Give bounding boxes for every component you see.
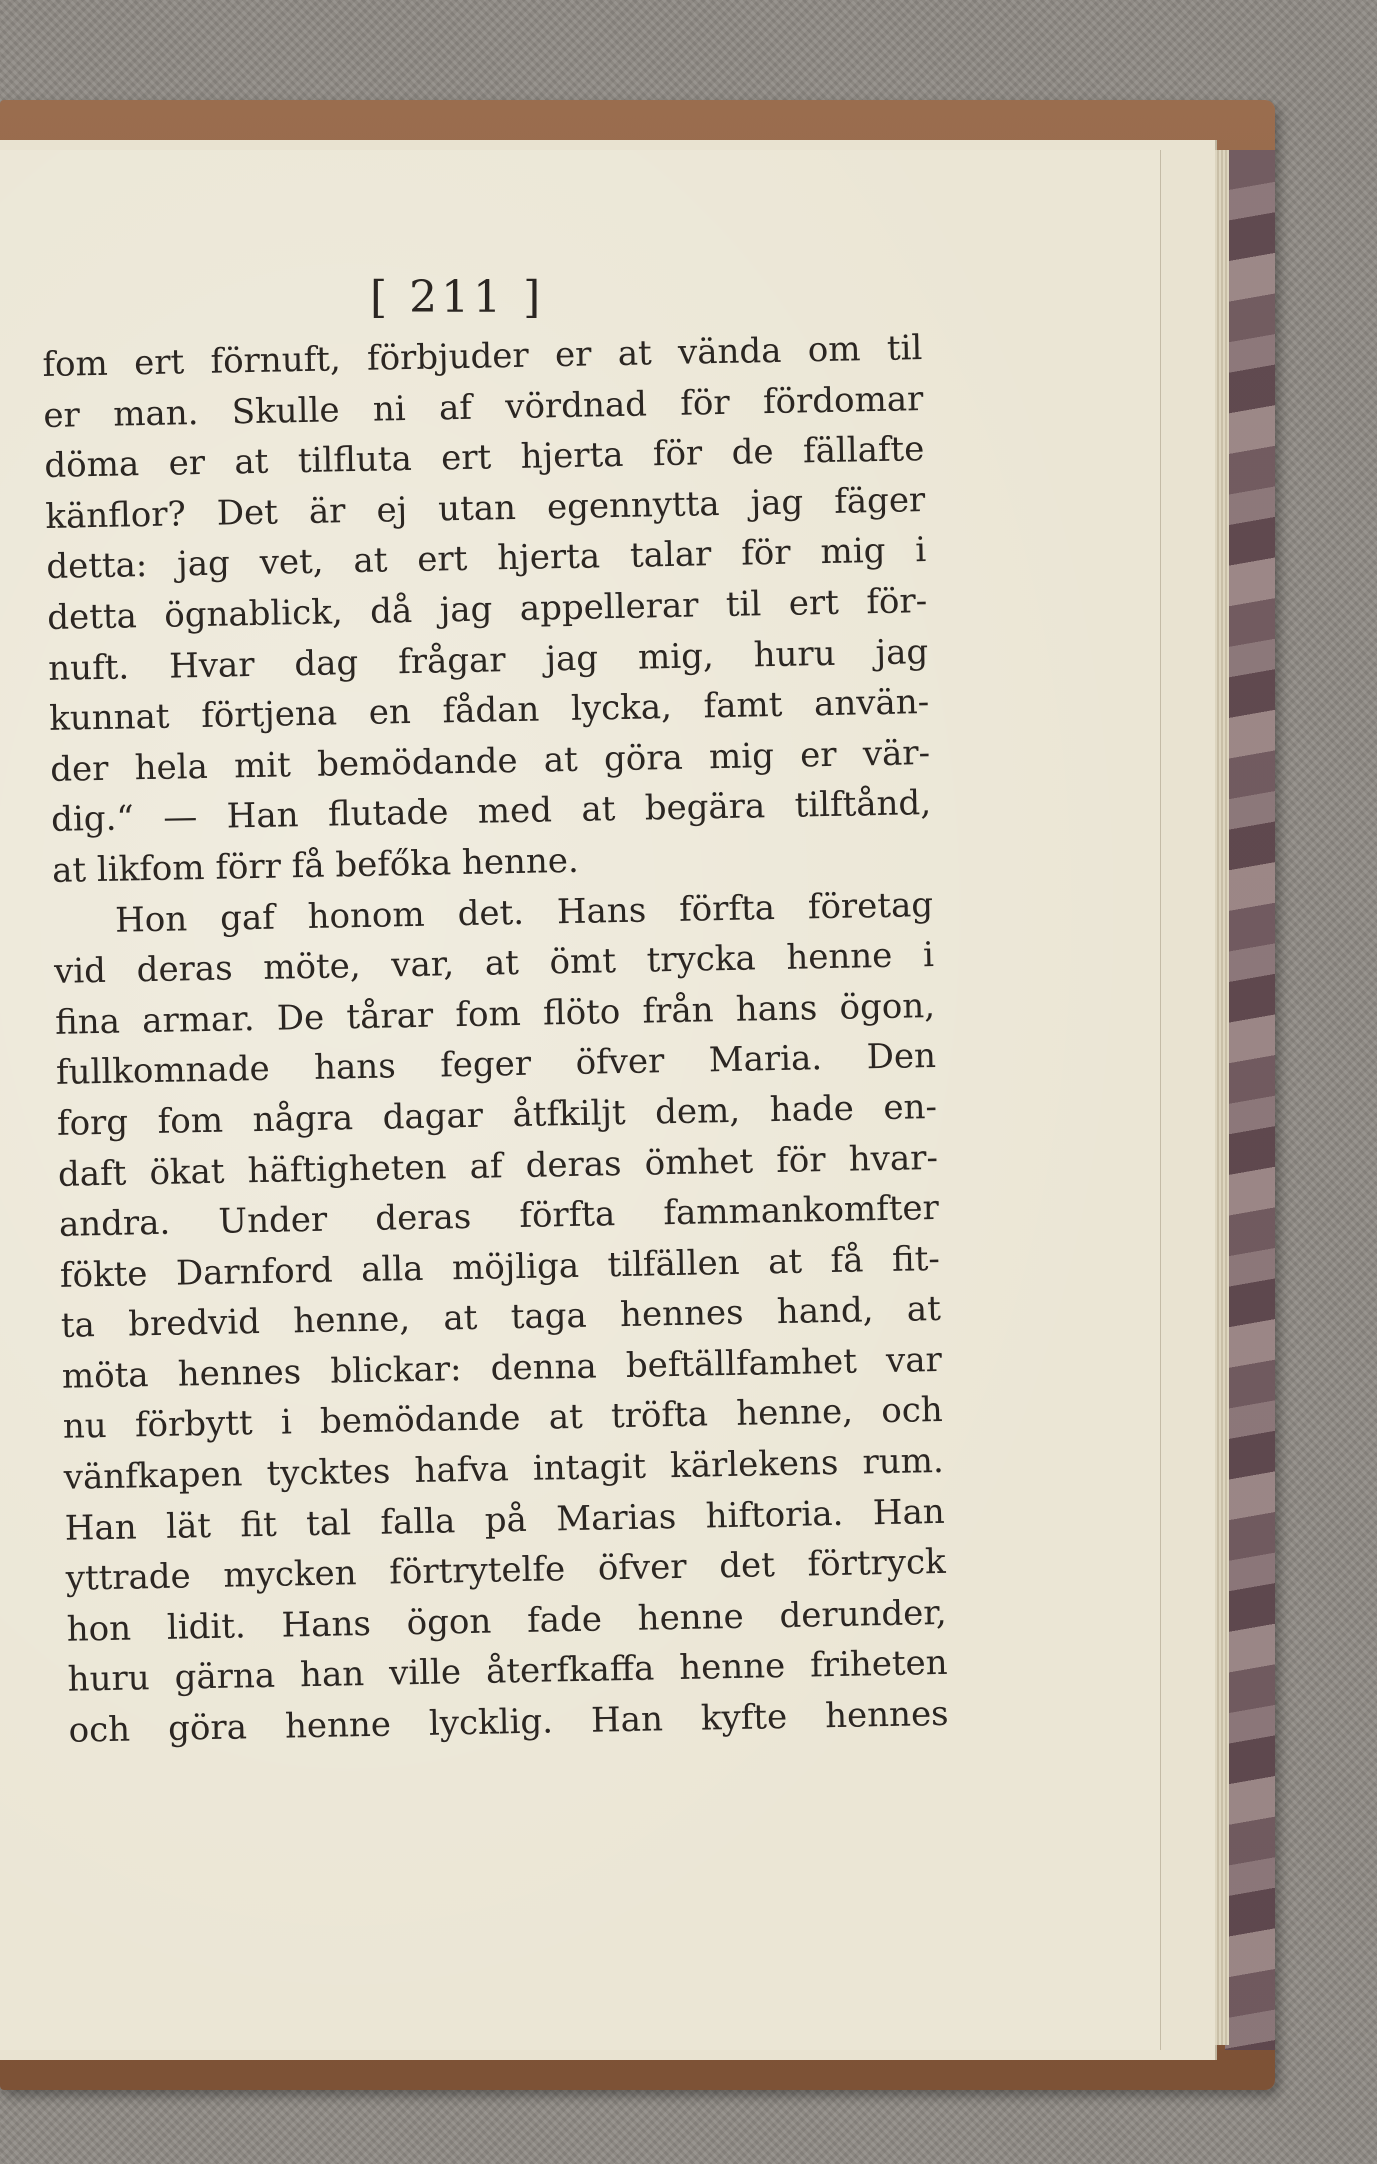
text-line: vid deras möte, var, at ömt trycka henne i — [53, 935, 935, 993]
text-line: yttrade mycken förtrytelfe öfver det förtryck — [65, 1542, 947, 1600]
text-line: fullkomnade hans feger öfver Maria. Den — [55, 1036, 937, 1094]
text-line: Han lät fit tal falla på Marias hiftoria. Han — [64, 1491, 946, 1549]
text-line: nu förbytt i bemödande at tröfta henne, och — [62, 1390, 944, 1448]
text-line: hon lidit. Hans ögon fade henne derunder, — [66, 1592, 947, 1650]
page-text — [42, 323, 949, 1756]
text-line: er man. Skulle ni af vördnad för fördomar — [43, 378, 924, 436]
text-line: möta hennes blickar: denna beftällfamhet var — [61, 1339, 943, 1397]
text-line: fina armar. De tårar fom flöto från hans ögon, — [54, 985, 936, 1043]
text-line: detta ögnablick, då jag appellerar til ert för- — [46, 581, 928, 638]
text-line: nuft. Hvar dag frågar jag mig, huru jag — [47, 631, 929, 689]
text-line: fom ert förnuft, förbjuder er at vända om til — [42, 328, 923, 385]
text-line: fökte Darnford alla möjliga tilfällen at få fit- — [59, 1238, 941, 1296]
text-line: at likfom förr få befőka henne. — [51, 840, 580, 891]
text-line: daft ökat häftigheten af deras ömhet för hvar- — [57, 1137, 939, 1195]
text-line: känflor? Det är ej utan egennytta jag fäger — [45, 479, 926, 537]
text-line: detta: jag vet, at ert hjerta talar för mig i — [45, 530, 927, 588]
page-number: [ 211 ] — [370, 272, 545, 323]
text-line: och göra henne lycklig. Han kyfte hennes — [68, 1693, 949, 1751]
marbled-cover-edge — [1225, 150, 1275, 2050]
text-line: dig.“ — Han flutade med at begära tilftånd, — [50, 783, 932, 841]
text-line: ta bredvid henne, at taga hennes hand, at — [60, 1289, 942, 1347]
text-line: andra. Under deras förfta fammankomfter — [58, 1188, 940, 1245]
text-line: Hon gaf honom det. Hans förfta företag — [114, 884, 934, 941]
text-line: forg fom några dagar åtfkiljt dem, hade en- — [56, 1086, 938, 1144]
book-page — [0, 150, 1161, 2050]
text-line: der hela mit bemödande at göra mig er vär- — [49, 732, 931, 790]
text-line: vänfkapen tycktes hafva intagit kärlekens rum. — [63, 1440, 945, 1498]
text-line: kunnat förtjena en fådan lycka, famt använ- — [48, 682, 930, 740]
text-line: huru gärna han ville återfkaffa henne friheten — [67, 1643, 948, 1701]
text-line: döma er at tilfluta ert hjerta för de fällafte — [44, 429, 925, 487]
